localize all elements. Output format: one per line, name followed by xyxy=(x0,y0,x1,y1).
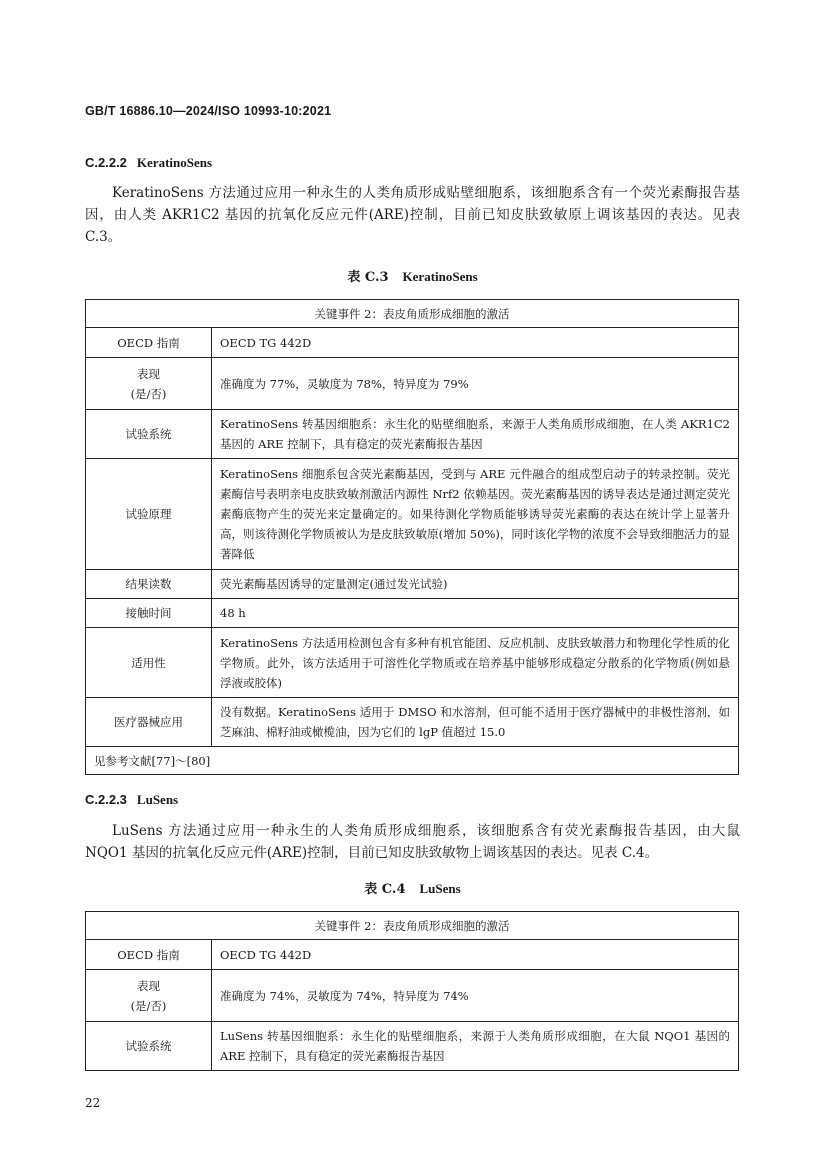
table-row xyxy=(86,970,739,1022)
section-heading-c2223 xyxy=(85,792,178,808)
table-row xyxy=(86,628,739,698)
row-value: 准确度为 77%，灵敏度为 78%，特异度为 79% xyxy=(212,358,739,410)
section-title: LuSens xyxy=(136,792,179,807)
table-row xyxy=(86,1022,739,1071)
table-row xyxy=(86,459,739,570)
row-value: 没有数据。KeratinoSens 适用于 DMSO 和水溶剂，但可能不适用于医疗器械中的非极性溶剂，如芝麻油、棉籽油或橄榄油，因为它们的 lgP 值超过 15.0 xyxy=(212,698,739,747)
section-title: KeratinoSens xyxy=(136,155,213,170)
row-key: 医疗器械应用 xyxy=(86,698,212,747)
row-value: 48 h xyxy=(212,599,739,628)
row-value: OECD TG 442D xyxy=(212,328,739,358)
row-value: KeratinoSens 转基因细胞系：永生化的贴壁细胞系，来源于人类角质形成细胞，在人类 AKR1C2 基因的 ARE 控制下，具有稳定的荧光素酶报告基因 xyxy=(212,410,739,459)
row-key: OECD 指南 xyxy=(86,328,212,358)
row-key: 结果读数 xyxy=(86,570,212,599)
row-key: 试验系统 xyxy=(86,1022,212,1071)
paragraph-keratinosens: KeratinoSens 方法通过应用一种永生的人类角质形成贴壁细胞系，该细胞系含有一个荧光素酶报告基因，由人类 AKR1C2 基因的抗氧化反应元件(ARE)控制，目前已知皮肤致敏原上调该基因的表达。见表 C.3。 xyxy=(85,185,740,245)
table-reference: 见参考文献[77]～[80] xyxy=(86,747,739,775)
row-key: OECD 指南 xyxy=(86,940,212,970)
table-header-row xyxy=(86,912,739,940)
row-key: 表现 (是/否) xyxy=(86,358,212,410)
table-label: 表 C.4 xyxy=(364,882,406,897)
row-value: 荧光素酶基因诱导的定量测定(通过发光试验) xyxy=(212,570,739,599)
table-row xyxy=(86,698,739,747)
table-c3 xyxy=(85,299,739,775)
row-key: 接触时间 xyxy=(86,599,212,628)
section-number: C.2.2.2 xyxy=(85,155,127,170)
row-key: 试验系统 xyxy=(86,410,212,459)
document-header: GB/T 16886.10—2024/ISO 10993-10:2021 xyxy=(85,104,332,118)
table-row xyxy=(86,570,739,599)
table-header-row xyxy=(86,300,739,328)
row-key: 适用性 xyxy=(86,628,212,698)
page-number: 22 xyxy=(85,1096,101,1110)
table-row xyxy=(86,358,739,410)
row-value: OECD TG 442D xyxy=(212,940,739,970)
table-row xyxy=(86,599,739,628)
table-footnote-row xyxy=(86,747,739,775)
table-row xyxy=(86,328,739,358)
paragraph-lusens: LuSens 方法通过应用一种永生的人类角质形成细胞系，该细胞系含有荧光素酶报告基因，由大鼠 NQO1 基因的抗氧化反应元件(ARE)控制，目前已知皮肤致敏物上调该基因的表达。见表 C.4。 xyxy=(85,823,740,861)
table-caption-c4 xyxy=(85,878,740,897)
table-row xyxy=(86,940,739,970)
table-caption-c3 xyxy=(85,266,740,285)
row-value: LuSens 转基因细胞系：永生化的贴壁细胞系，来源于人类角质形成细胞，在大鼠 NQO1 基因的 ARE 控制下，具有稳定的荧光素酶报告基因 xyxy=(212,1022,739,1071)
table-header-cell: 关键事件 2：表皮角质形成细胞的激活 xyxy=(86,912,739,940)
row-value: KeratinoSens 方法适用检测包含有多种有机官能团、反应机制、皮肤致敏潜力和物理化学性质的化学物质。此外，该方法适用于可溶性化学物质或在培养基中能够形成稳定分散系的化学物质(例如悬浮液或胶体) xyxy=(212,628,739,698)
section-number: C.2.2.3 xyxy=(85,792,127,807)
table-c4 xyxy=(85,911,739,1071)
section-heading-c2222 xyxy=(85,155,212,171)
row-key: 表现 (是/否) xyxy=(86,970,212,1022)
table-label: 表 C.3 xyxy=(347,270,389,285)
row-value: 准确度为 74%，灵敏度为 74%，特异度为 74% xyxy=(212,970,739,1022)
table-row xyxy=(86,410,739,459)
table-title: LuSens xyxy=(419,881,461,896)
table-header-cell: 关键事件 2：表皮角质形成细胞的激活 xyxy=(86,300,739,328)
table-title: KeratinoSens xyxy=(402,269,478,284)
row-value: KeratinoSens 细胞系包含荧光素酶基因，受到与 ARE 元件融合的组成型启动子的转录控制。荧光素酶信号表明亲电皮肤致敏剂激活内源性 Nrf2 依赖基因。荧光素酶基因的诱导表达是通过测定荧光素酶底物产生的荧光来定量确定的。如果待测化学物质能够诱导荧光素酶的表达在统计学上显著升高，则该待测化学物质被认为是皮肤致敏原(增加 50%)，同时该化学物的浓度不会导致细胞活力的显著降低 xyxy=(212,459,739,570)
row-key: 试验原理 xyxy=(86,459,212,570)
